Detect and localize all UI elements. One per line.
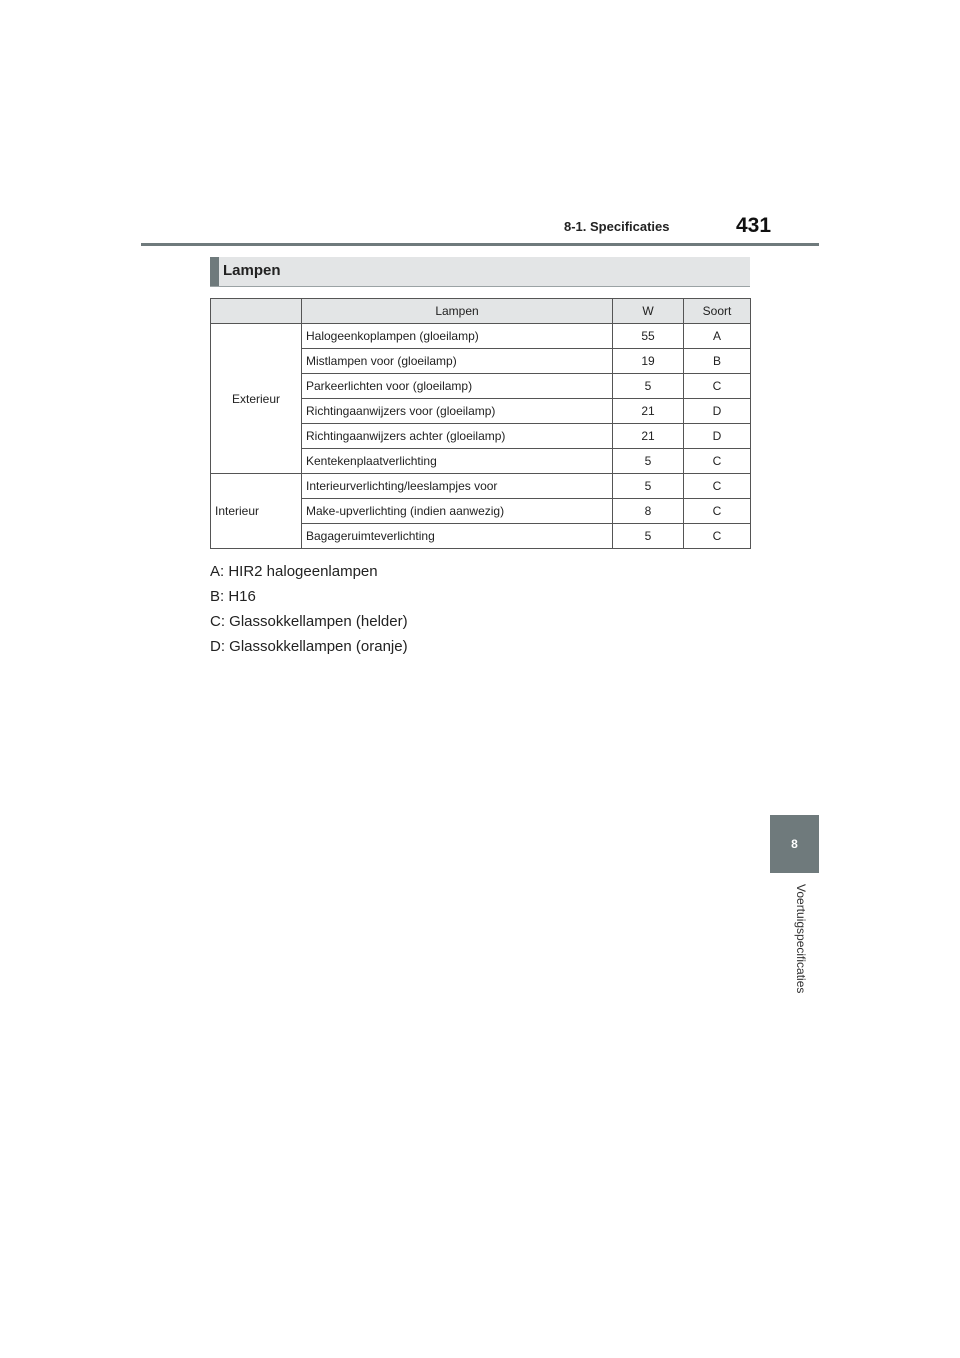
lamp-type: D <box>684 399 751 424</box>
footnote-c: C: Glassokkellampen (helder) <box>210 613 408 630</box>
lamp-name: Bagageruimteverlichting <box>302 524 613 549</box>
lamp-type: B <box>684 349 751 374</box>
lamp-type: A <box>684 324 751 349</box>
table-header-type: Soort <box>684 299 751 324</box>
section-heading-bar <box>210 257 750 287</box>
table-header-watt: W <box>613 299 684 324</box>
table-header-row <box>211 299 751 324</box>
lamp-type: D <box>684 424 751 449</box>
lamp-watt: 19 <box>613 349 684 374</box>
lamp-watt: 5 <box>613 449 684 474</box>
table-header-group <box>211 299 302 324</box>
header-rule <box>141 243 819 246</box>
footnotes <box>210 563 408 663</box>
lamp-watt: 5 <box>613 524 684 549</box>
lamp-spec-table <box>210 298 751 549</box>
lamp-type: C <box>684 524 751 549</box>
lamp-watt: 5 <box>613 374 684 399</box>
chapter-tab-label: Voertuigspecificaties <box>794 884 808 994</box>
lamp-watt: 21 <box>613 424 684 449</box>
footnote-b: B: H16 <box>210 588 256 605</box>
lamp-name: Richtingaanwijzers achter (gloeilamp) <box>302 424 613 449</box>
chapter-tab: 8 <box>770 815 819 873</box>
lamp-name: Parkeerlichten voor (gloeilamp) <box>302 374 613 399</box>
lamp-watt: 5 <box>613 474 684 499</box>
lamp-watt: 21 <box>613 399 684 424</box>
lamp-watt: 8 <box>613 499 684 524</box>
group-exterior: Exterieur <box>211 324 302 474</box>
footnote-d: D: Glassokkellampen (oranje) <box>210 638 408 655</box>
lamp-name: Richtingaanwijzers voor (gloeilamp) <box>302 399 613 424</box>
lamp-type: C <box>684 449 751 474</box>
lamp-name: Interieurverlichting/leeslampjes voor <box>302 474 613 499</box>
section-accent-bar <box>210 257 219 286</box>
lamp-name: Make-upverlichting (indien aanwezig) <box>302 499 613 524</box>
lamp-type: C <box>684 374 751 399</box>
lamp-name: Mistlampen voor (gloeilamp) <box>302 349 613 374</box>
section-title: Lampen <box>223 262 281 279</box>
lamp-watt: 55 <box>613 324 684 349</box>
table-row <box>211 474 751 499</box>
page-number: 431 <box>736 214 772 237</box>
lamp-type: C <box>684 474 751 499</box>
lamp-name: Halogeenkoplampen (gloeilamp) <box>302 324 613 349</box>
table-row <box>211 324 751 349</box>
group-interior: Interieur <box>211 474 302 549</box>
running-header-section: 8-1. Specificaties <box>564 219 670 234</box>
lamp-name: Kentekenplaatverlichting <box>302 449 613 474</box>
table-header-lamp: Lampen <box>302 299 613 324</box>
footnote-a: A: HIR2 halogeenlampen <box>210 563 378 580</box>
lamp-type: C <box>684 499 751 524</box>
